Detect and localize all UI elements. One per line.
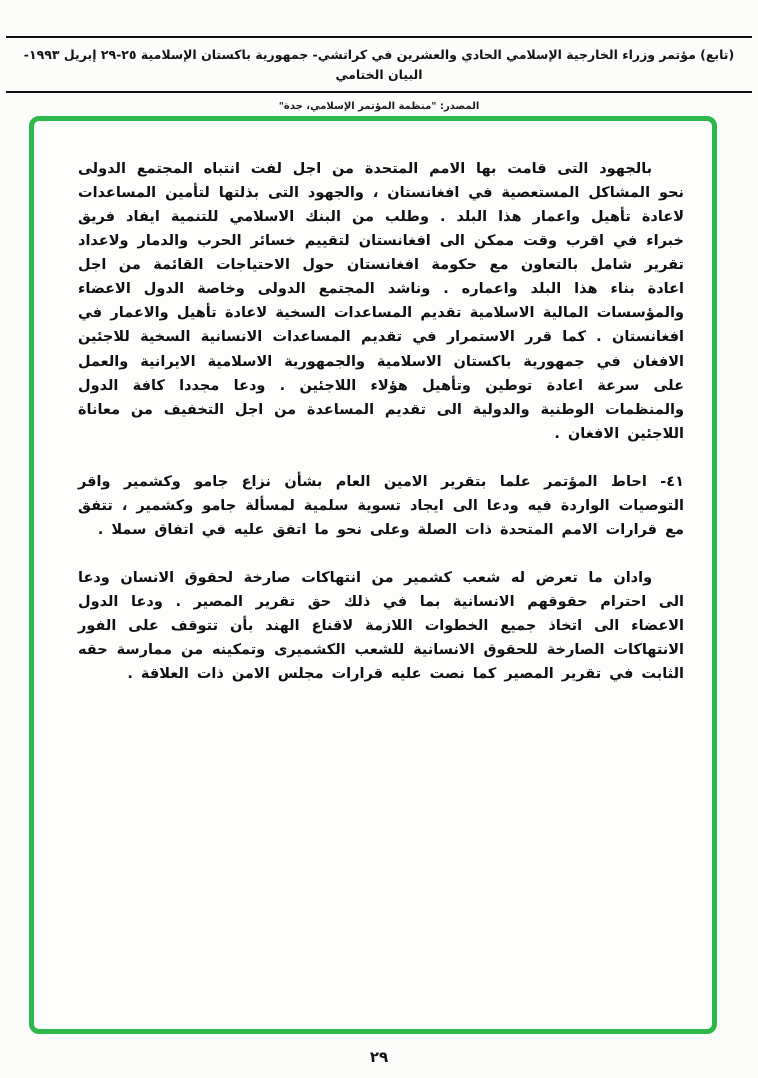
document-title: (تابع) مؤتمر وزراء الخارجية الإسلامي الحادي والعشرين في كراتشي- جمهورية باكستان الإسلامية ٢٥-٢٩ إبريل ١٩٩٣- البيان الختامي <box>23 47 735 82</box>
paragraph-41-kashmir-dispute: ٤١- احاط المؤتمر علما بتقرير الامين العام بشأن نزاع جامو وكشمير واقر التوصيات الواردة فيه ودعا الى ايجاد تسوية سلمية لمسألة جامو وكشمير ، تتفق مع قرارات الامم المتحدة ذات الصلة وعلى نحو ما اتفق عليه في اتفاق سملا . <box>78 473 684 538</box>
document-text <box>34 121 712 686</box>
paragraph-afghanistan-aid: بالجهود التى قامت بها الامم المتحدة من اجل لفت انتباه المجتمع الدولى نحو المشاكل المستعصية في افغانستان ، والجهود التى بذلتها لتأمين المساعدات لاعادة تأهيل واعمار هذا البلد . وطلب من البنك الاسلامي للتنمية ايفاد فريق خبراء في اقرب وقت ممكن الى افغانستان لتقييم خسائر الحرب والدمار ولاعداد تقرير شامل بالتعاون مع حكومة افغانستان حول الاحتياجات القائمة من اجل اعادة بناء هذا البلد واعماره . وناشد المجتمع الدولى وخاصة الدول الاعضاء والمؤسسات المالية الاسلامية تقديم المساعدات السخية لاعادة تأهيل والاعمار في افغانستان . كما قرر الاستمرار في تقديم المساعدات الانسانية السخية للاجئين الافغان في جمهورية باكستان الاسلامية والجمهورية الاسلامية الايرانية والعمل على سرعة اعادة توطين وتأهيل هؤلاء اللاجئين . ودعا مجددا كافة الدول والمنظمات الوطنية والدولية الى تقديم المساعدة من اجل التخفيف من معاناة اللاجئين الافغان . <box>78 161 684 442</box>
page-header <box>6 36 752 112</box>
page-number: ٢٩ <box>369 1048 389 1066</box>
source-line: المصدر: "منظمة المؤتمر الإسلامي، جدة" <box>278 101 480 112</box>
content-frame <box>29 116 717 1034</box>
paragraph-kashmir-human-rights: وادان ما تعرض له شعب كشمير من انتهاكات صارخة لحقوق الانسان ودعا الى احترام حقوقهم الانسانية بما في ذلك حق تقرير المصير . ودعا الدول الاعضاء الى اتخاذ جميع الخطوات اللازمة لاقناع الهند بأن تتوقف على الفور الانتهاكات الصارخة للحقوق الانسانية للشعب الكشميرى وتمكينه من ممارسة حقه الثابت في تقرير المصير كما نصت عليه قرارات مجلس الامن ذات العلاقة . <box>78 569 684 683</box>
